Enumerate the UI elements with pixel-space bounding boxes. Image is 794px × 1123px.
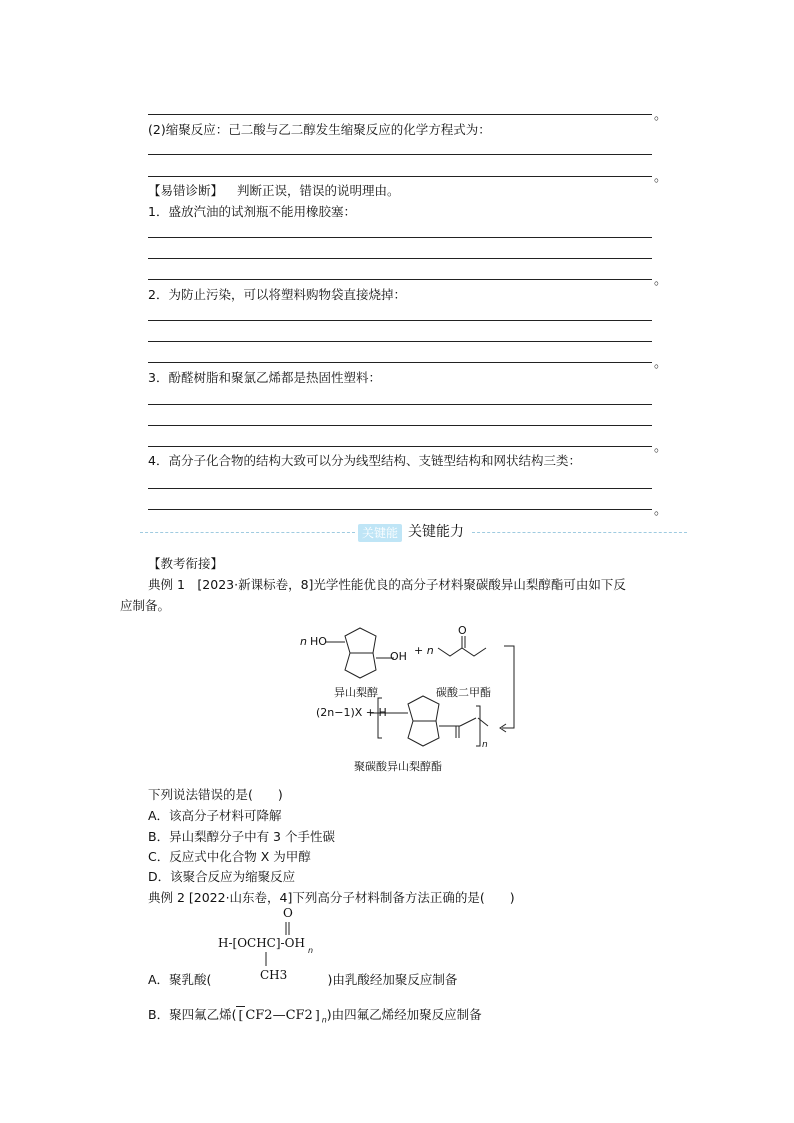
example2-option-b [148,1007,482,1029]
ptfe-subscript-n: n [321,1015,327,1025]
answer-line[interactable] [148,446,652,447]
period: 。 [654,503,668,518]
answer-line[interactable] [148,509,652,510]
oh-label: OH [390,650,407,663]
example1-option-d: D．该聚合反应为缩聚反应 [148,869,296,884]
diagnosis-heading [148,183,400,199]
period: 。 [654,170,668,185]
example1-line1: 典例 1 [2023·新课标卷，8]光学性能优良的高分子材料聚碳酸异山梨醇酯可由如下反 [148,577,626,592]
answer-line[interactable] [148,425,652,426]
formula-ch3: CH3 [260,968,288,982]
answer-line[interactable] [148,258,652,259]
diagnosis-instruction: 判断正误，错误的说明理由。 [237,183,400,198]
option-a-suffix: )由乳酸经加聚反应制备 [327,972,458,987]
formula-main: H-[OCHC]-OH [218,936,305,950]
diagnosis-item-1: 1．盛放汽油的试剂瓶不能用橡胶塞： [148,204,356,219]
section-divider-left [140,532,355,533]
ptfe-bracket-right: ] [314,1007,320,1022]
example1-line2: 应制备。 [120,598,171,613]
answer-line[interactable] [148,488,652,489]
period: 。 [654,440,668,455]
example1-option-b: B．异山梨醇分子中有 3 个手性碳 [148,829,335,844]
link-heading: 【教考衔接】 [148,556,224,571]
example2-option-a [148,972,457,988]
period: 。 [654,273,668,288]
dimethyl-carbonate-name: 碳酸二甲酯 [436,686,491,699]
reaction-scheme [290,618,530,778]
formula-n: n [308,946,314,955]
option-a-prefix: A．聚乳酸( [148,972,212,987]
answer-line[interactable] [148,341,652,342]
answer-line[interactable] [148,404,652,405]
diagnosis-item-4: 4．高分子化合物的结构大致可以分为线型结构、支链型结构和网状结构三类： [148,453,581,468]
diagnosis-item-2: 2．为防止污染，可以将塑料购物袋直接烧掉： [148,287,406,302]
ho-label: HO [310,635,327,648]
section-divider-right [472,532,687,533]
ptfe-bracket-left: [ [238,1007,244,1022]
coefficient-n: n [300,635,307,648]
product-prefix: (2n−1)X + H [316,706,387,719]
carbonyl-o-label: O [458,624,467,637]
question-2-text: (2)缩聚反应：己二酸与乙二醇发生缩聚反应的化学方程式为： [148,122,491,137]
answer-line[interactable] [148,176,652,177]
example1-question: 下列说法错误的是( ) [148,787,283,802]
polymer-subscript-n: n [482,740,488,750]
example2-line1: 典例 2 [2022·山东卷，4]下列高分子材料制备方法正确的是( ) [148,890,515,905]
section-badge: 关键能力 [358,524,402,542]
formula-o: O [283,906,293,920]
example1-option-a: A．该高分子材料可降解 [148,808,282,823]
diagnosis-label: 【易错诊断】 [148,183,224,198]
section-title: 关键能力 [408,524,464,540]
ptfe-formula: CF2—CF2 [245,1008,313,1023]
answer-line[interactable] [148,237,652,238]
polycarbonate-name: 聚碳酸异山梨醇酯 [354,760,442,773]
period: 。 [654,356,668,371]
answer-line[interactable] [148,320,652,321]
option-b-suffix: )由四氟乙烯经加聚反应制备 [326,1007,482,1022]
diagnosis-item-3: 3．酚醛树脂和聚氯乙烯都是热固性塑料： [148,370,381,385]
answer-line[interactable] [148,279,652,280]
period: 。 [654,108,668,123]
plus-n-label: + n [414,644,434,657]
isosorbide-name: 异山梨醇 [334,686,378,699]
answer-line[interactable] [148,114,652,115]
option-b-prefix: B．聚四氟乙烯( [148,1007,237,1022]
answer-line[interactable] [148,362,652,363]
answer-line[interactable] [148,154,652,155]
example1-option-c: C．反应式中化合物 X 为甲醇 [148,849,311,864]
